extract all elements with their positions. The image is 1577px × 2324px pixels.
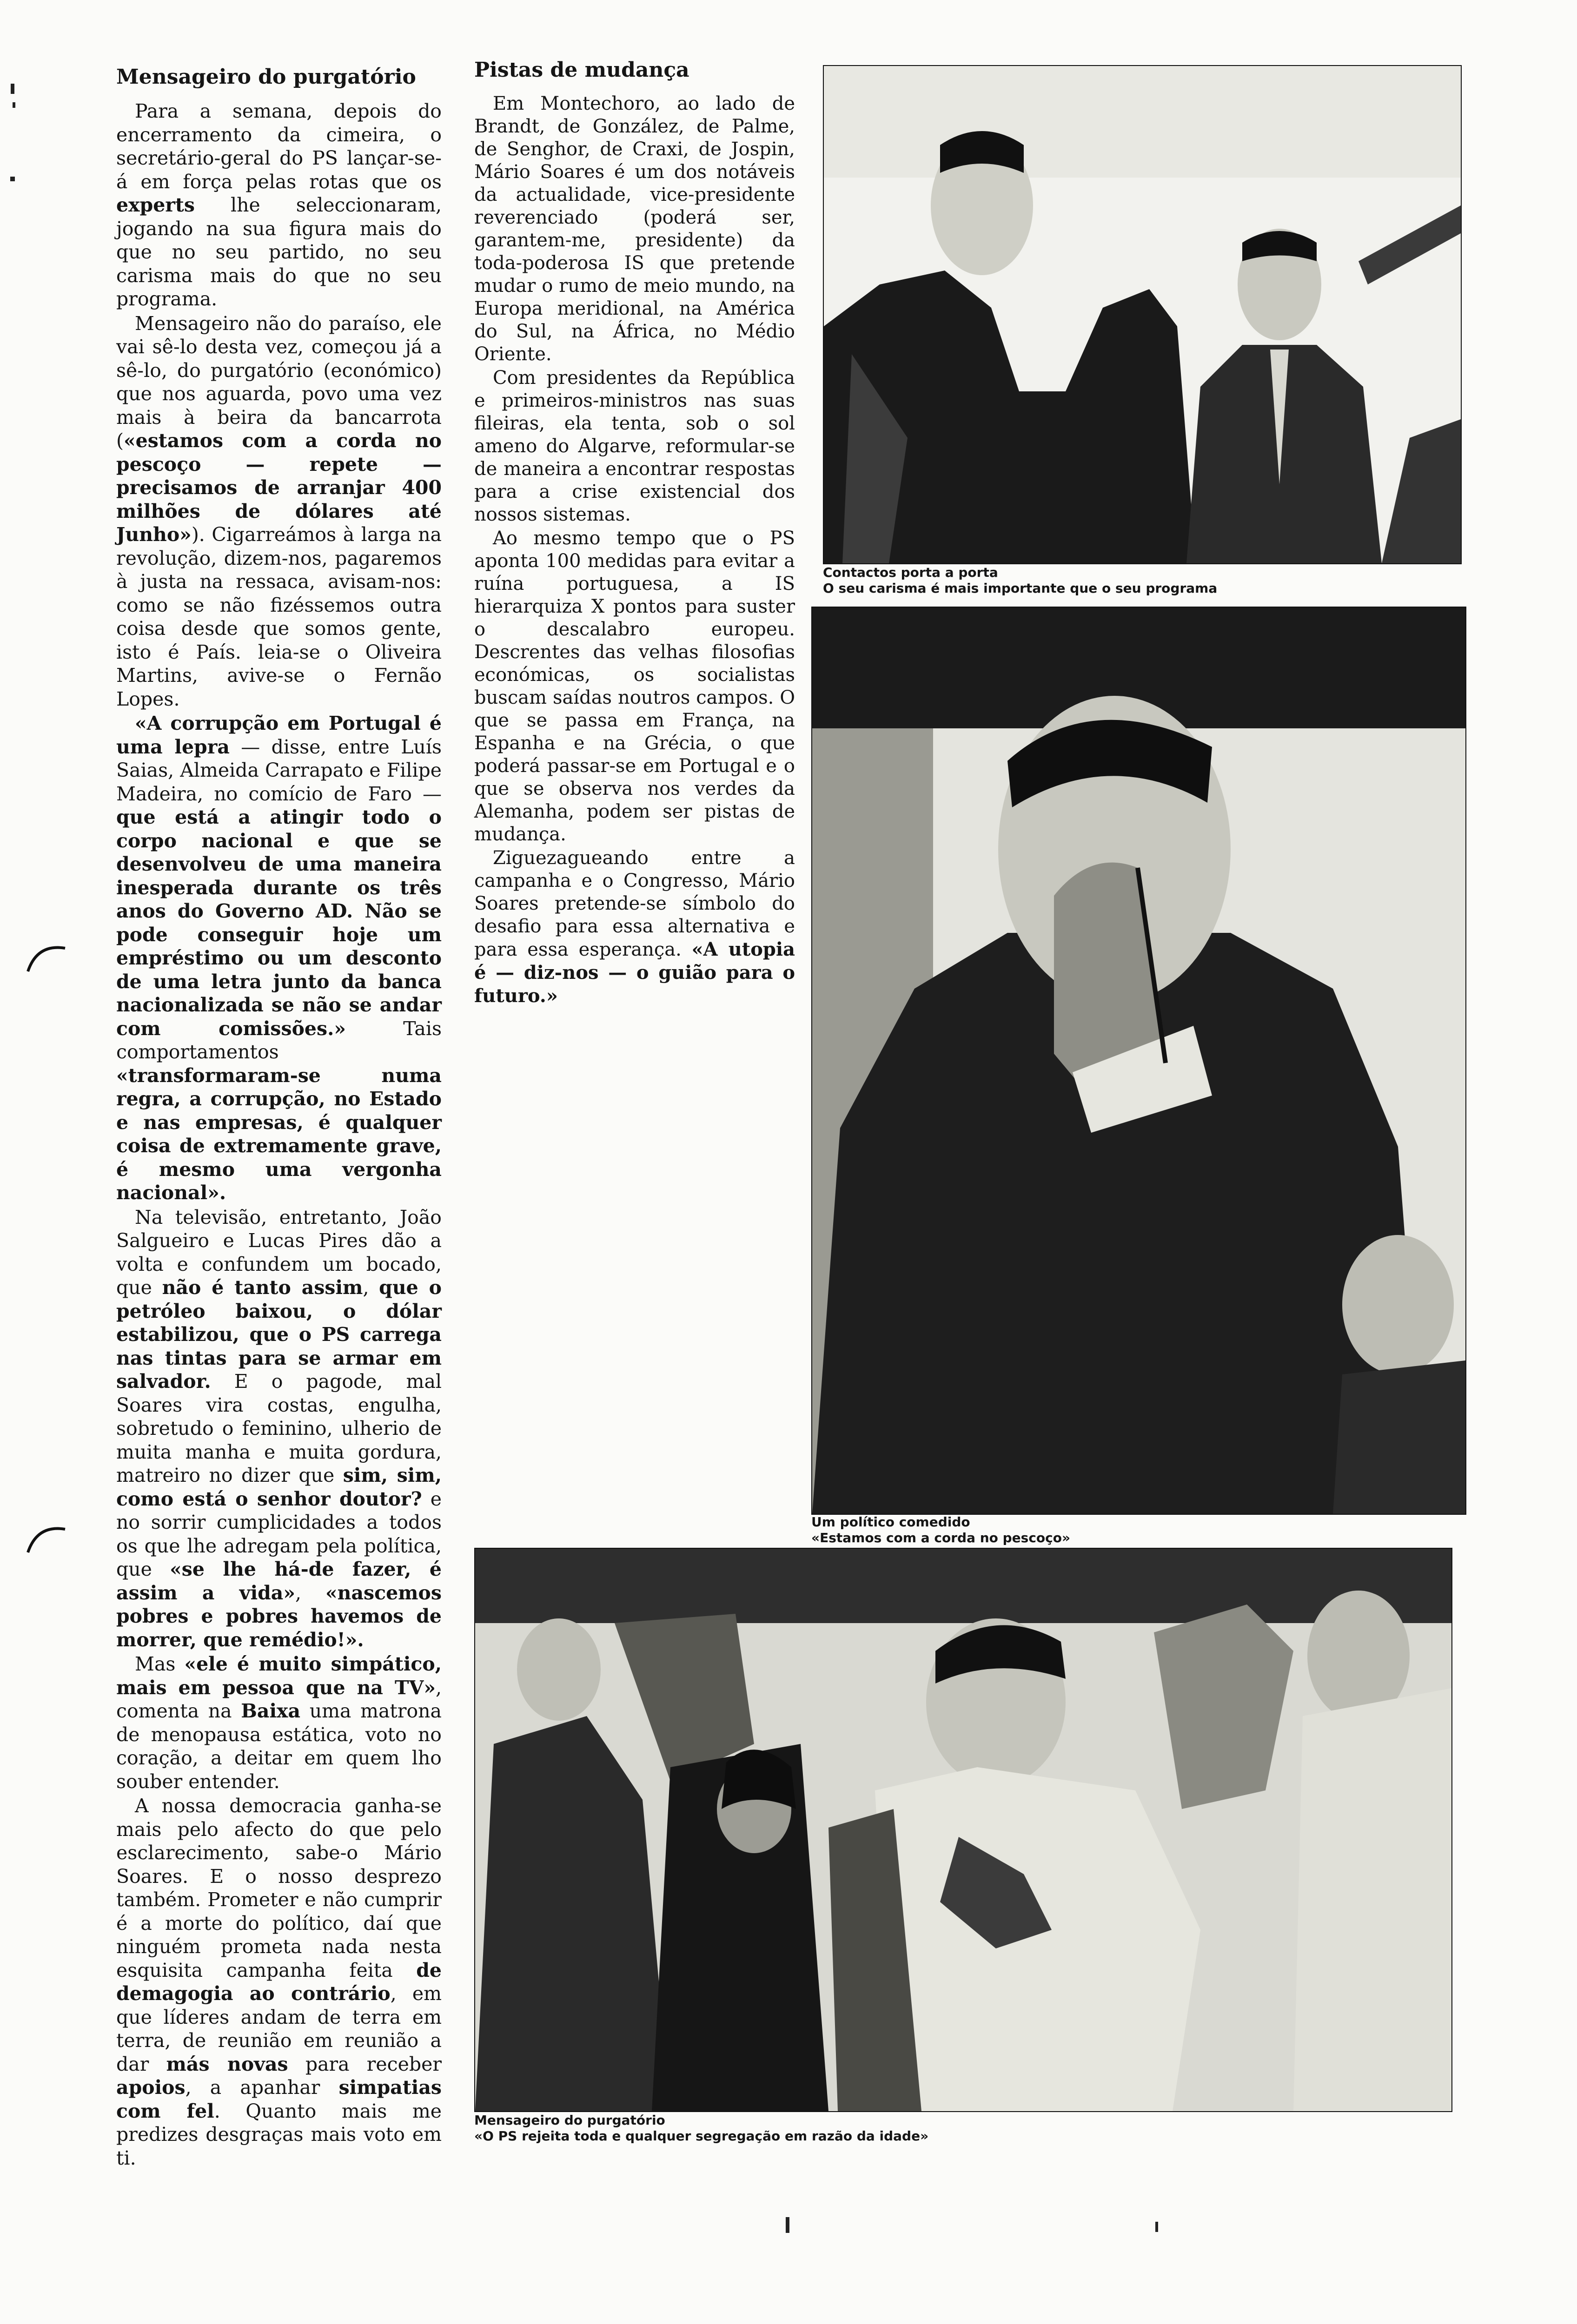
article-mid-paragraph: Ao mesmo tempo que o PS aponta 100 medidas para evitar a ruína portuguesa, a IS hierarquiza X pontos para suster o descalabro europeu. Descrentes das velhas filosofias económicas, os socialistas buscam saídas noutros campos. O que se passa em França, na Espanha e na Grécia, o que poderá passar-se em Portugal e o que se observa nos verdes da Alemanha, podem ser pistas de mudança. (474, 528, 795, 845)
caption-photo-1 (823, 565, 1474, 596)
caption-photo-2-subtitle: «Estamos com a corda no pescoço» (811, 1530, 1071, 1545)
article-mid-title: Pistas de mudança (474, 58, 689, 82)
hole-punch-mark-lower (19, 1520, 70, 1562)
caption-photo-3 (474, 2113, 1451, 2144)
article-left-paragraph: Na televisão, entretanto, João Salgueiro e Lucas Pires dão a volta e confundem um bocado, que não é tanto assim, que o petróleo baixou, o dólar estabilizou, que o PS carrega nas tintas para se armar em salvador. E o pagode, mal Soares vira costas, engulha, sobretudo o feminino, ulherio de muita manha e muita gordura, matreiro no dizer que sim, sim, como está o senhor doutor? e no sorrir cumplicidades a todos os que lhe adregam pela política, que «se lhe há-de fazer, é assim a vida», «nascemos pobres e pobres havemos de morrer, que remédio!». (116, 1206, 442, 1651)
caption-photo-1-title: Contactos porta a porta (823, 565, 998, 580)
article-left-paragraph: Mensageiro não do paraíso, ele vai sê-lo desta vez, começou já a sê-lo, do purgatório (económico) que nos aguarda, povo uma vez mais à beira da bancarrota («estamos com a corda no pescoço — repete — precisamos de arranjar 400 milhões de dólares até Junho»). Cigarreámos à larga na revolução, dizem-nos, pagaremos à justa na ressaca, avisam-nos: como se não fizéssemos outra coisa desde que somos gente, isto é País. leia-se o Oliveira Martins, avive-se o Fernão Lopes. (116, 312, 442, 710)
caption-photo-2-title: Um político comedido (811, 1514, 970, 1530)
photo-crowd-elderly (474, 1548, 1452, 2112)
scan-bottom-marks (786, 2217, 1576, 2236)
scan-speck-marks (8, 84, 22, 186)
article-left-paragraph: Para a semana, depois do encerramento da cimeira, o secretário-geral do PS lançar-se-á em força pelas rotas que os experts lhe seleccionaram, jogando na sua figura mais do que no seu partido, no seu carisma mais do que no seu programa. (116, 100, 442, 310)
caption-photo-1-subtitle: O seu carisma é mais importante que o seu programa (823, 581, 1218, 596)
article-mid-paragraph: Em Montechoro, ao lado de Brandt, de González, de Palme, de Senghor, de Craxi, de Jospin, Mário Soares é um dos notáveis da actualidade, vice-presidente reverenciado (poderá ser, garantem-me, presidente) da toda-poderosa IS que pretende mudar o rumo de meio mundo, na Europa meridional, na América do Sul, na África, no Médio Oriente. (474, 93, 795, 365)
article-left-paragraph: Mas «ele é muito simpático, mais em pessoa que na TV», comenta na Baixa uma matrona de menopausa estática, voto no coração, a deitar em quem lho souber entender. (116, 1653, 442, 1793)
caption-photo-3-subtitle: «O PS rejeita toda e qualquer segregação em razão da idade» (474, 2128, 929, 2144)
photo-composed-politician (811, 607, 1466, 1515)
article-mid-paragraph: Com presidentes da República e primeiros-ministros nas suas fileiras, ela tenta, sob o sol ameno do Algarve, reformular-se de maneira a encontrar respostas para a crise existencial dos nossos sistemas. (474, 367, 795, 525)
hole-punch-mark-upper (19, 939, 70, 981)
article-mid-body (474, 92, 795, 1008)
article-mid (474, 58, 795, 1008)
photo-door-to-door (823, 65, 1462, 564)
article-left-paragraph: A nossa democracia ganha-se mais pelo afecto do que pelo esclarecimento, sabe-o Mário Soares. E o nosso desprezo também. Prometer e não cumprir é a morte do político, daí que ninguém prometa nada nesta esquisita campanha feita de demagogia ao contrário, em que líderes andam de terra em terra, de reunião em reunião a dar más novas para receber apoios, a apanhar simpatias com fel. Quanto mais me predizes desgraças mais voto em ti. (116, 1795, 442, 2169)
article-left-paragraph: «A corrupção em Portugal é uma lepra — disse, entre Luís Saias, Almeida Carrapato e Filipe Madeira, no comício de Faro — que está a atingir todo o corpo nacional e que se desenvolveu de uma maneira inesperada durante os três anos do Governo AD. Não se pode conseguir hoje um empréstimo ou um desconto de uma letra junto da banca nacionalizada se não se andar com comissões.» Tais comportamentos «transformaram-se numa regra, a corrupção, no Estado e nas empresas, é qualquer coisa de extremamente grave, é mesmo uma vergonha nacional». (116, 712, 442, 1204)
article-mid-paragraph: Ziguezagueando entre a campanha e o Congresso, Mário Soares pretende-se símbolo do desafio para essa alternativa e para essa esperança. «A utopia é — diz-nos — o guião para o futuro.» (474, 847, 795, 1007)
caption-photo-3-title: Mensageiro do purgatório (474, 2113, 665, 2128)
article-left (116, 65, 442, 2170)
article-left-title: Mensageiro do purgatório (116, 65, 416, 89)
article-left-body (116, 99, 442, 2170)
caption-photo-2 (811, 1514, 1276, 1546)
